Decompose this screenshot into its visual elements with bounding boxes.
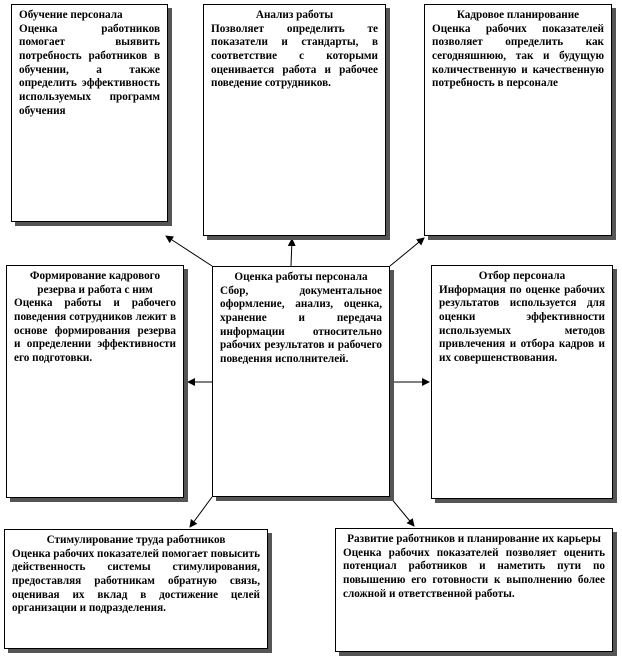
planning-text: Оценка рабочих показателей позволяет определить как сегодняшнюю, так и будущую количественную и качественную потребность в персонале	[432, 22, 604, 90]
career-title: Развитие работников и планирование их карьеры	[347, 533, 601, 545]
training-text: Оценка работников помогает выявить потребность работников в обучении, а также определить эффективность используемых программ обучения	[19, 22, 160, 117]
arrow-to-analysis	[291, 239, 292, 266]
analysis-text: Позволяет определить те показатели и стандарты, в соответствие с которыми оценивается работа и рабочее поведение сотрудников.	[211, 22, 378, 90]
reserve-box	[6, 265, 184, 498]
stimulus-box	[4, 529, 268, 649]
analysis-box	[203, 4, 386, 236]
arrow-to-stimulus	[190, 497, 212, 527]
center-title: Оценка работы персонала	[234, 271, 368, 283]
stimulus-title: Стимулирование труда работников	[46, 534, 226, 546]
reserve-text: Оценка работы и рабочего поведения сотрудников лежит в основе формирования резерва и определении эффективности его подготовки.	[14, 297, 176, 364]
reserve-title: Формирование кадрового резерва и работа с ним	[29, 270, 161, 296]
selection-text: Информация по оценке рабочих результатов используется для оценки эффективности используемых методов привлечения и отбора кадров и их совершенствования.	[439, 283, 605, 364]
arrow-to-planning	[390, 238, 424, 266]
selection-box	[431, 265, 613, 499]
planning-box	[424, 4, 612, 236]
training-title: Обучение персонала	[19, 9, 123, 21]
selection-title: Отбор персонала	[478, 270, 566, 282]
planning-title: Кадровое планирование	[456, 9, 580, 21]
training-box	[11, 4, 168, 222]
career-box	[335, 528, 613, 652]
stimulus-text: Оценка рабочих показателей помогает повысить действенность системы стимулирования, предоставляя работникам обратную связь, оценивая их вклад в достижение целей организации и подразделения.	[12, 547, 260, 615]
career-text: Оценка рабочих показателей позволяет оценить потенциал работников и наметить пути по повышению его готовности к выполнению более сложной и ответственной работы.	[343, 546, 605, 600]
arrow-to-career	[390, 497, 414, 526]
arrow-to-training	[166, 236, 212, 266]
center-text: Сбор, документальное оформление, анализ, оценка, хранение и передача информации относительно рабочих результатов и рабочего поведения исполнителей.	[220, 284, 382, 365]
analysis-title: Анализ работы	[255, 9, 334, 21]
center-box	[212, 266, 390, 497]
